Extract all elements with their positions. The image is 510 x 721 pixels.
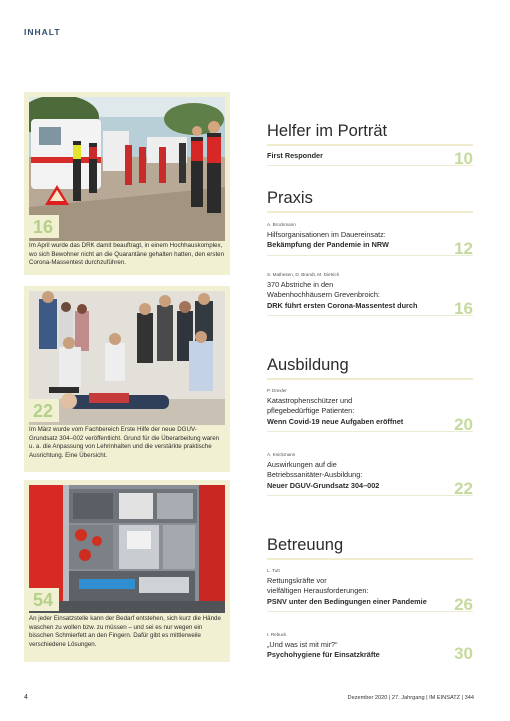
- section-praxis: [267, 190, 473, 213]
- toc-entry[interactable]: [267, 568, 473, 615]
- section-title: Helfer im Porträt: [267, 122, 388, 140]
- section-title: Ausbildung: [267, 356, 349, 374]
- entry-title: Psychohygiene für Einsatzkräfte: [267, 650, 380, 660]
- entry-page-number: 16: [454, 299, 473, 319]
- section-divider: [267, 558, 473, 560]
- entry-author: A. Brockmann: [267, 222, 296, 227]
- entry-page-number: 26: [454, 595, 473, 615]
- entry-subtitle: 370 Abstriche in den: [267, 280, 334, 289]
- entry-page-number: 12: [454, 238, 473, 258]
- feature-page-number: 54: [29, 588, 59, 611]
- section-divider: [267, 144, 473, 146]
- entry-page-number: 10: [454, 149, 473, 169]
- entry-title: First Responder: [267, 151, 323, 160]
- entry-subtitle: Rettungskräfte vor: [267, 576, 327, 585]
- entry-subtitle: Hilfsorganisationen im Dauereinsatz:: [267, 230, 386, 239]
- entry-title: Neuer DGUV-Grundsatz 304–002: [267, 480, 380, 490]
- entry-title: Bekämpfung der Pandemie in NRW: [267, 240, 389, 250]
- entry-title: Wenn Covid-19 neue Aufgaben eröffnet: [267, 416, 404, 426]
- entry-divider: [267, 315, 473, 316]
- footer-page-number: 4: [24, 694, 28, 701]
- feature-caption: Im März wurde vom Fachbereich Erste Hilfe der neue DGUV-Grundsatz 304–002 veröffentlicht. Grund für die Überarbeitung waren u. a. die Anpassung von Lehrinhalten und die verstärkte praktische Ausrichtung. Eine Übersicht.: [29, 426, 220, 459]
- entry-page-number: 20: [454, 415, 473, 435]
- section-helfer-im-portraet: [267, 123, 473, 146]
- section-ausbildung: [267, 357, 473, 380]
- section-title: Betreuung: [267, 536, 344, 554]
- feature-card-3[interactable]: [24, 480, 230, 662]
- entry-subtitle: Katastrophenschützer und: [267, 396, 353, 405]
- toc-entry[interactable]: [267, 452, 473, 499]
- entry-author: I. Rebuck: [267, 632, 287, 637]
- entry-author: P. Drexler: [267, 388, 287, 393]
- entry-title: PSNV unter den Bedingungen einer Pandemie: [267, 596, 427, 606]
- section-label: INHALT: [24, 27, 61, 37]
- feature-page-number: 16: [29, 215, 59, 238]
- entry-subtitle: vielfältigen Herausforderungen:: [267, 586, 369, 596]
- entry-author: S. Mathesen, D. Brandt, M. Dietrich: [267, 272, 340, 277]
- toc-entry[interactable]: [267, 632, 473, 661]
- entry-author: L. Tutt: [267, 568, 280, 573]
- feature-card-2[interactable]: [24, 286, 230, 472]
- section-divider: [267, 211, 473, 213]
- entry-title: DRK führt ersten Corona-Massentest durch: [267, 300, 418, 310]
- entry-page-number: 22: [454, 479, 473, 499]
- entry-divider: [267, 495, 473, 496]
- feature-caption: Im April wurde das DRK damit beauftragt, in einem Hochhauskomplex, wo sich Bewohner nicht an die Quarantäne gehalten hatten, den ersten Corona-Massentest durchzuführen.: [29, 242, 225, 267]
- entry-subtitle: pflegebedürftige Patienten:: [267, 406, 355, 416]
- toc-entry[interactable]: [267, 272, 473, 319]
- section-betreuung: [267, 537, 473, 560]
- entry-divider: [267, 165, 473, 166]
- feature-card-1[interactable]: [24, 92, 230, 275]
- toc-entry[interactable]: [267, 149, 473, 169]
- toc-entry[interactable]: [267, 388, 473, 435]
- footer-issue-info: Dezember 2020 | 27. Jahrgang | IM EINSATZ | 344: [347, 695, 474, 701]
- entry-divider: [267, 255, 473, 256]
- entry-divider: [267, 611, 473, 612]
- entry-subtitle: „Und was ist mit mir?“: [267, 640, 338, 649]
- entry-page-number: 30: [454, 643, 473, 663]
- feature-page-number: 22: [29, 399, 59, 422]
- entry-divider: [267, 431, 473, 432]
- feature-caption: An jeder Einsatzstelle kann der Bedarf entstehen, sich kurz die Hände waschen zu wollen bzw. zu müssen – und sei es nur wegen ein bisschen Schmierfett an den Fingern. Dafür gibt es mittlerweile verschiedene Lösungen.: [29, 615, 221, 648]
- entry-author: A. Knickmann: [267, 452, 296, 457]
- toc-entry[interactable]: [267, 222, 473, 256]
- entry-subtitle: Wabenhochhäusern Grevenbroich:: [267, 290, 380, 300]
- section-title: Praxis: [267, 189, 313, 207]
- entry-subtitle: Auswirkungen auf die: [267, 460, 337, 469]
- entry-subtitle: Betriebssanitäter-Ausbildung:: [267, 470, 363, 480]
- section-divider: [267, 378, 473, 380]
